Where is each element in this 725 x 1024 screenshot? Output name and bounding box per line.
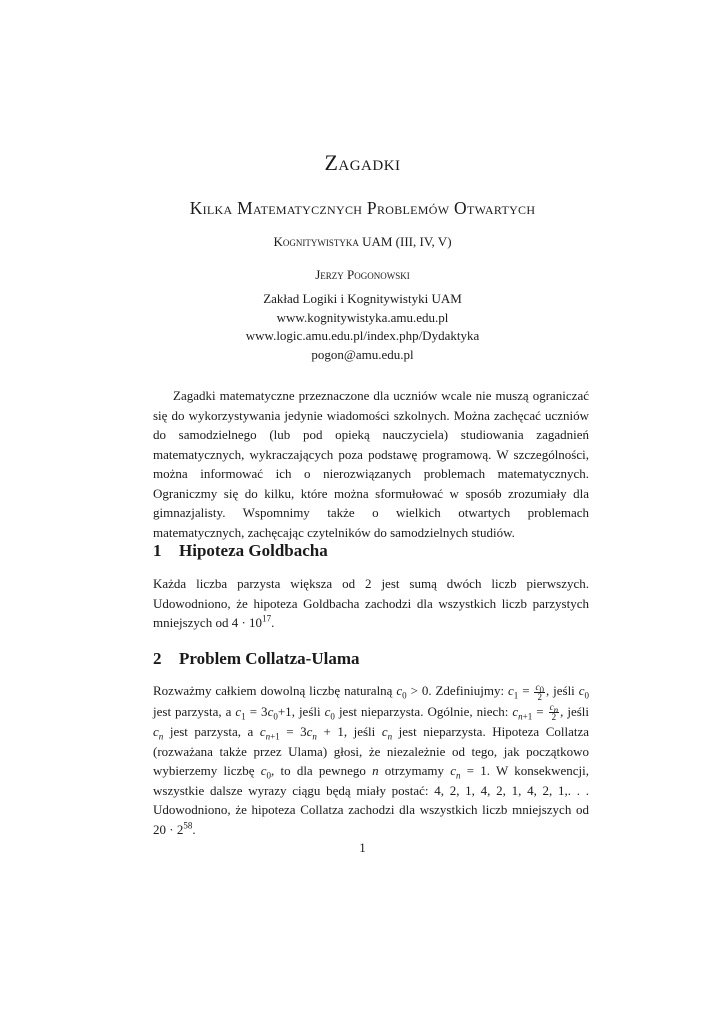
intro-paragraph: Zagadki matematyczne przeznaczone dla uczniów wcale nie muszą ograniczać się do wykorzystywania jedynie wiadomości szkolnych. Można zachęcać uczniów do samodzielnego (lub pod opieką nauczyciela) studiowania zagadnień matematycznych, wykraczających poza podstawę programową. W szczególności, można informować ich o nierozwiązanych problemach matematycznych. Ograniczmy się do kilku, które można sformułować w sposób zrozumiały dla gimnazjalisty. Wspomnimy także o wielkich otwartych problemach matematycznych, zachęcając czytelników do samodzielnych studiów. — [153, 388, 589, 540]
section-1-paragraph: Każda liczba parzysta większa od 2 jest sumą dwóch liczb pierwszych. Udowodniono, że hipoteza Goldbacha zachodzi dla wszystkich liczb parzystych mniejszych od $4 \cdot 10^{17}$. — [153, 576, 589, 630]
section-1-heading — [153, 541, 589, 561]
affiliation-dydaktyka-url: www.logic.amu.edu.pl/index.php/Dydaktyka — [245, 328, 480, 343]
author-name: Jerzy Pogonowski — [315, 267, 410, 282]
section-1-title: Hipoteza Goldbacha — [179, 541, 328, 560]
section-2-title: Problem Collatza-Ulama — [179, 649, 360, 668]
section-2-number: 2 — [153, 649, 162, 668]
document-subtitle: Kilka Matematycznych Problemów Otwartych — [189, 198, 536, 218]
section-2-heading — [153, 649, 589, 669]
affiliation-email: pogon@amu.edu.pl — [311, 346, 414, 362]
section-1-number: 1 — [153, 541, 162, 560]
document-title: Zagadki — [324, 150, 401, 175]
affiliation-institution: Zakład Logiki i Kognitywistyki UAM — [263, 291, 462, 306]
section-2-paragraph: Rozważmy całkiem dowolną liczbę naturalną $c_0 > 0$. Zdefiniujmy: $c_1$ = $\frac{c_0}{2}$ , jeśli $c_0$ jest parzysta, a $c_1 = 3c_0+1$, jeśli $c_0$ jest nieparzysta. Ogólnie, niech: $c_{n+1}$ = $\frac{c_n}{2}$ , jeśli $c_n$ jest parzysta, a $c_{n+1} = 3c_n + 1$, jeśli $c_n$ jest nieparzysta. Hipoteza Collatza (rozważana także przez Ulama) głosi, że niezależnie od tego, jak początkowo wybierzemy liczbę $c_0$, to dla pewnego n otrzymamy $c_n = 1$. W konsekwencji, wszystkie dalsze wyrazy ciągu będą miały postać: 4, 2, 1, 4, 2, 1, 4, 2, 1,. . . Udowodniono, że hipoteza Collatza zachodzi dla wszystkich liczb mniejszych od $20 \cdot 2^{58}$. — [153, 681, 590, 837]
affiliation-website: www.kognitywistyka.amu.edu.pl — [276, 309, 449, 325]
course-line: Kognitywistyka UAM (III, IV, V) — [273, 234, 452, 249]
affiliation-block — [0, 290, 725, 364]
page-number: 1 — [359, 840, 366, 855]
